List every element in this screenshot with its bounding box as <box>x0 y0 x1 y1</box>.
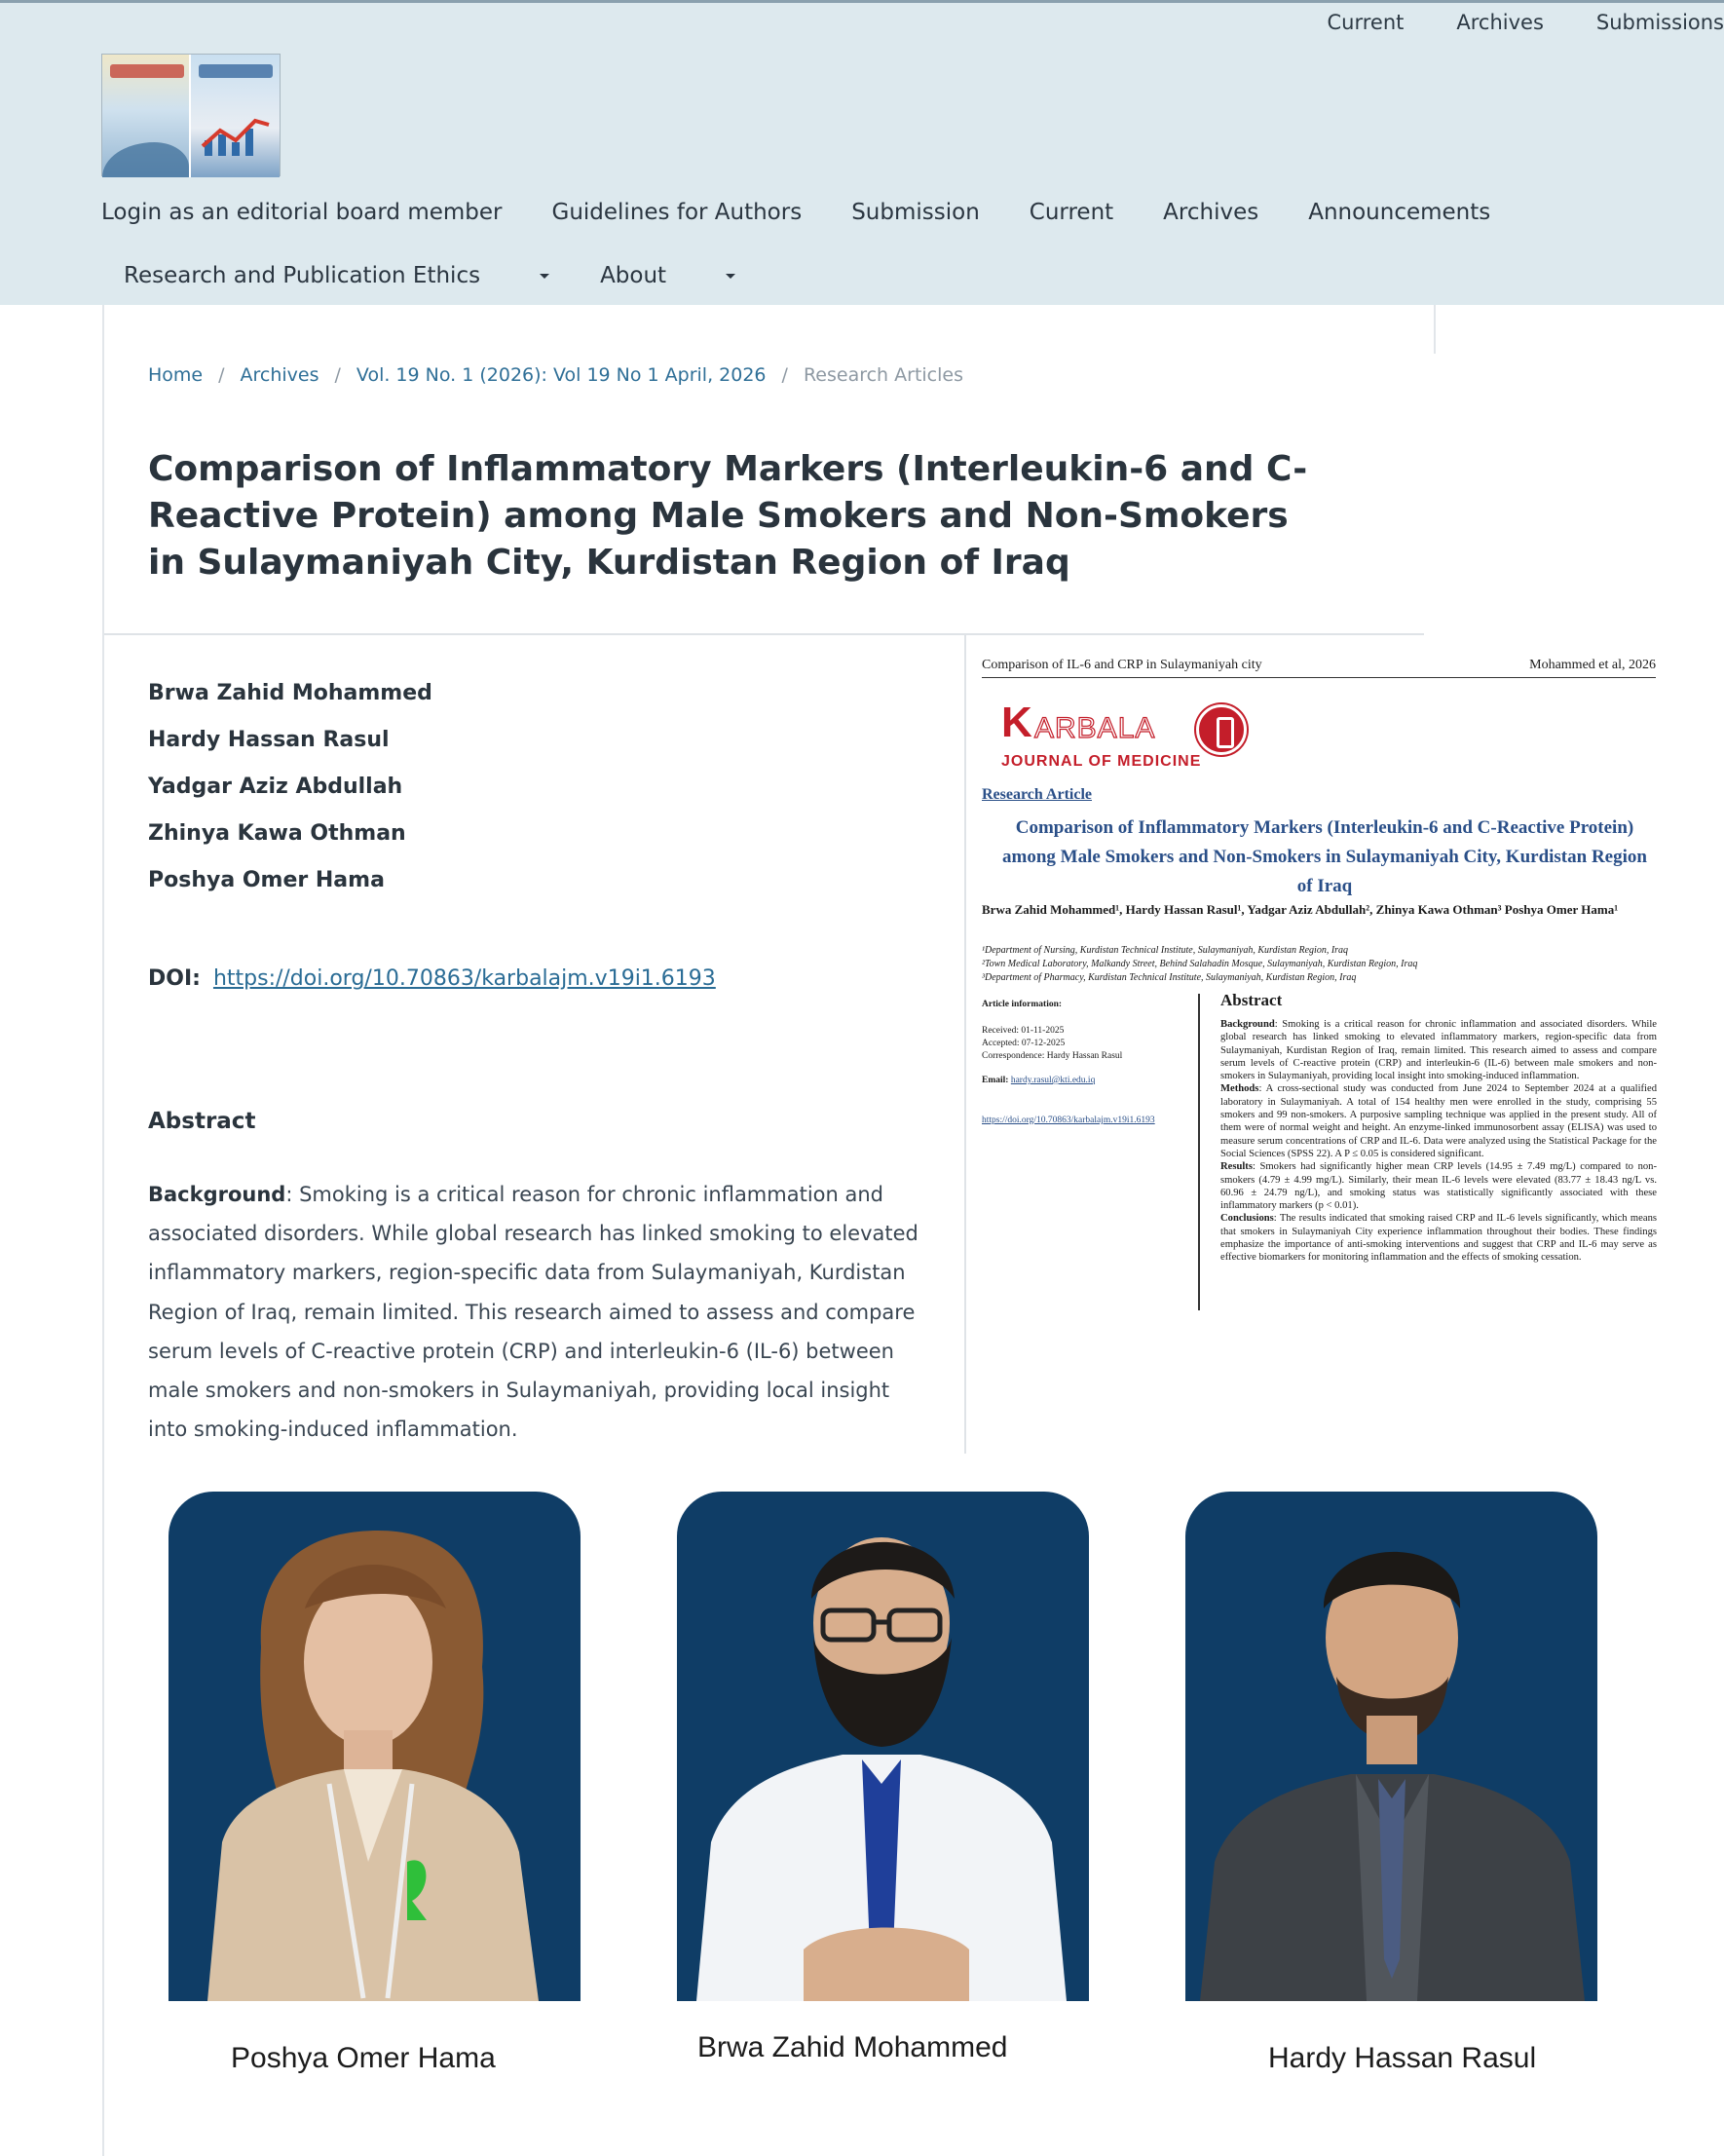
pdf-abstract <box>1220 1018 1657 1265</box>
nav-about-dropdown[interactable] <box>600 263 735 288</box>
journal-logo[interactable] <box>101 54 281 176</box>
pdf-accepted: Accepted: 07-12-2025 <box>982 1039 1066 1048</box>
pdf-info-title: Article information: <box>982 1000 1063 1009</box>
karbala-journal-logo <box>1001 699 1255 775</box>
pdf-article-info <box>982 999 1186 1127</box>
caret-down-icon <box>726 274 735 279</box>
logo-letter: K <box>1001 699 1031 746</box>
pdf-running-authors: Mohammed et al, 2026 <box>1529 658 1656 672</box>
pdf-first-page-preview <box>974 648 1668 1349</box>
breadcrumb-archives[interactable]: Archives <box>240 364 319 386</box>
pdf-results-text: : Smokers had significantly higher mean CRP levels (14.95 ± 7.49 mg/L) compared to non-smokers (4.79 ± 4.99 mg/L). Similarly, their mean IL-6 levels were elevated (83.77 ± 18.43 ng/L vs. 60.96 ± 24.79 ng/L), and smoking status was statistically significantly associated with these inflammatory markers (p < 0.01). <box>1220 1161 1657 1212</box>
pdf-conclusions-text: : The results indicated that smoking raised CRP and IL-6 levels significantly, which means that smokers in Sulaymaniyah City experience inflammation throughout their bodies. These findings emphasize the importance of anti-smoking interventions and suggest that CRP and IL-6 may serve as effective biomarkers for monitoring inflammation and the effects of smoking cessation. <box>1220 1213 1657 1264</box>
portrait-man-suit-icon <box>1185 1492 1597 2001</box>
nav-login-editorial[interactable]: Login as an editorial board member <box>101 200 503 225</box>
doi-label: DOI: <box>148 966 201 991</box>
pdf-affiliation: ³Department of Pharmacy, Kurdistan Technical Institute, Sulaymaniyah, Kurdistan Region, Iraq <box>982 972 1357 983</box>
breadcrumb-current: Research Articles <box>803 364 963 386</box>
breadcrumb-separator: / <box>334 364 341 386</box>
nav-archives[interactable]: Archives <box>1163 200 1259 225</box>
site-header <box>0 0 1724 305</box>
abstract-text <box>148 1175 922 1449</box>
pdf-running-title: Comparison of IL-6 and CRP in Sulaymaniyah city <box>982 658 1262 672</box>
nav-announcements[interactable]: Announcements <box>1308 200 1491 225</box>
breadcrumb <box>148 364 963 386</box>
pdf-affiliations <box>982 944 1664 985</box>
pdf-correspondence: Correspondence: Hardy Hassan Rasul <box>982 1051 1123 1061</box>
chart-graphic-icon <box>201 117 271 156</box>
author-photo <box>677 1492 1089 2001</box>
article-title: Comparison of Inflammatory Markers (Interleukin-6 and C-Reactive Protein) among Male Smokers and Non-Smokers in Sulaymaniyah City, Kurdistan Region of Iraq <box>148 449 1308 583</box>
divider <box>104 633 1424 635</box>
pdf-results-label: Results <box>1220 1161 1253 1173</box>
secondary-nav <box>124 263 786 288</box>
pdf-doi: https://doi.org/10.70863/karbalajm.v19i1.6193 <box>982 1116 1155 1125</box>
journal-cover-image <box>191 55 280 177</box>
abstract-background-label: Background <box>148 1183 286 1206</box>
primary-nav <box>101 200 1540 225</box>
nav-ethics-dropdown[interactable] <box>124 263 549 288</box>
pdf-authors: Brwa Zahid Mohammed¹, Hardy Hassan Rasul¹, Yadgar Aziz Abdullah², Zhinya Kawa Othman³ Poshya Omer Hama¹ <box>982 902 1619 917</box>
doi-line <box>148 966 716 991</box>
logo-subtitle: JOURNAL OF MEDICINE <box>1001 753 1202 770</box>
nav-submission[interactable]: Submission <box>851 200 980 225</box>
abstract-background-text: : Smoking is a critical reason for chronic inflammation and associated disorders. While global research has linked smoking to elevated inflammatory markers, region-specific data from Sulaymaniyah, Kurdistan Region of Iraq, remain limited. This research aimed to assess and compare serum levels of C-reactive protein (CRP) and interleukin-6 (IL-6) between male smokers and non-smokers in Sulaymaniyah, providing local insight into smoking-induced inflammation. <box>148 1183 918 1442</box>
author-name: Brwa Zahid Mohammed <box>148 681 432 705</box>
pdf-methods-label: Methods <box>1220 1083 1259 1095</box>
content-border <box>102 305 104 2156</box>
portrait-man-glasses-icon <box>677 1492 1089 2001</box>
photo-caption: Poshya Omer Hama <box>231 2042 496 2074</box>
logo-seal-icon <box>1196 704 1247 755</box>
pdf-email-line <box>982 1075 1186 1087</box>
user-nav-submissions[interactable]: Submissions <box>1595 11 1724 34</box>
author-name: Poshya Omer Hama <box>148 868 385 892</box>
pdf-running-header <box>982 658 1656 678</box>
photo-caption: Brwa Zahid Mohammed <box>697 2031 1008 2063</box>
pdf-email-label: Email: <box>982 1076 1009 1085</box>
pdf-methods-text: : A cross-sectional study was conducted from June 2024 to September 2024 at a qualified laboratory in Sulaymaniyah. A total of 154 healthy men were enrolled in the study, comprising 55 smokers and 99 non-smokers. A purposive sampling technique was applied in the present study. All of them were of normal weight and height. An enzyme-linked immunosorbent assay (ELISA) was used to measure serum concentrations of CRP and IL-6. Data were analyzed using the Statistical Package for the Social Sciences (SPSS 22). A P ≤ 0.05 is considered significant. <box>1220 1083 1657 1159</box>
user-nav <box>1275 11 1724 34</box>
pdf-abstract-heading: Abstract <box>1220 991 1283 1009</box>
pdf-affiliation: ¹Department of Nursing, Kurdistan Technical Institute, Sulaymaniyah, Kurdistan Region, Iraq <box>982 945 1349 956</box>
nav-current[interactable]: Current <box>1029 200 1114 225</box>
pdf-article-type: Research Article <box>982 786 1092 803</box>
abstract-heading: Abstract <box>148 1109 256 1134</box>
content-border <box>1434 305 1436 354</box>
author-name: Yadgar Aziz Abdullah <box>148 775 403 799</box>
breadcrumb-separator: / <box>218 364 225 386</box>
doi-link[interactable]: https://doi.org/10.70863/karbalajm.v19i1.6193 <box>212 966 716 991</box>
breadcrumb-issue[interactable]: Vol. 19 No. 1 (2026): Vol 19 No 1 April, 2026 <box>356 364 767 386</box>
author-photo <box>1185 1492 1597 2001</box>
logo-word: ARBALA <box>1034 712 1156 744</box>
user-nav-archives[interactable]: Archives <box>1456 11 1544 34</box>
journal-cover-image <box>102 55 191 177</box>
caret-down-icon <box>540 274 549 279</box>
nav-guidelines[interactable]: Guidelines for Authors <box>551 200 803 225</box>
author-photo <box>169 1492 581 2001</box>
pdf-received: Received: 01-11-2025 <box>982 1026 1065 1036</box>
pdf-title: Comparison of Inflammatory Markers (Interleukin-6 and C-Reactive Protein) among Male Smokers and Non-Smokers in Sulaymaniyah City, Kurdistan Region of Iraq <box>1002 817 1647 896</box>
author-list <box>148 678 432 912</box>
author-name: Zhinya Kawa Othman <box>148 821 406 846</box>
portrait-woman-icon <box>169 1492 581 2001</box>
pdf-conclusions-label: Conclusions <box>1220 1213 1274 1225</box>
breadcrumb-separator: / <box>781 364 788 386</box>
nav-ethics-label: Research and Publication Ethics <box>124 263 481 288</box>
pdf-background-text: : Smoking is a critical reason for chronic inflammation and associated disorders. While global research has linked smoking to elevated inflammatory markers, region-specific data from Sulaymaniyah, Kurdistan Region of Iraq, remain limited. This research aimed to assess and compare serum levels of C-reactive protein (CRP) and interleukin-6 (IL-6) between male smokers and non-smokers in Sulaymaniyah, providing local insight into smoking-induced inflammation. <box>1220 1019 1657 1082</box>
author-name: Hardy Hassan Rasul <box>148 728 390 752</box>
pdf-column-rule <box>1198 994 1200 1310</box>
pdf-background-label: Background <box>1220 1019 1275 1030</box>
pdf-email: hardy.rasul@kti.edu.iq <box>1010 1076 1096 1085</box>
pdf-affiliation: ²Town Medical Laboratory, Malkandy Street, Behind Salahadin Mosque, Sulaymaniyah, Kurdistan Region, Iraq <box>982 959 1418 969</box>
user-nav-current[interactable]: Current <box>1327 11 1405 34</box>
photo-caption: Hardy Hassan Rasul <box>1268 2042 1537 2074</box>
nav-about-label: About <box>600 263 667 288</box>
divider <box>964 635 966 1454</box>
breadcrumb-home[interactable]: Home <box>148 364 204 386</box>
